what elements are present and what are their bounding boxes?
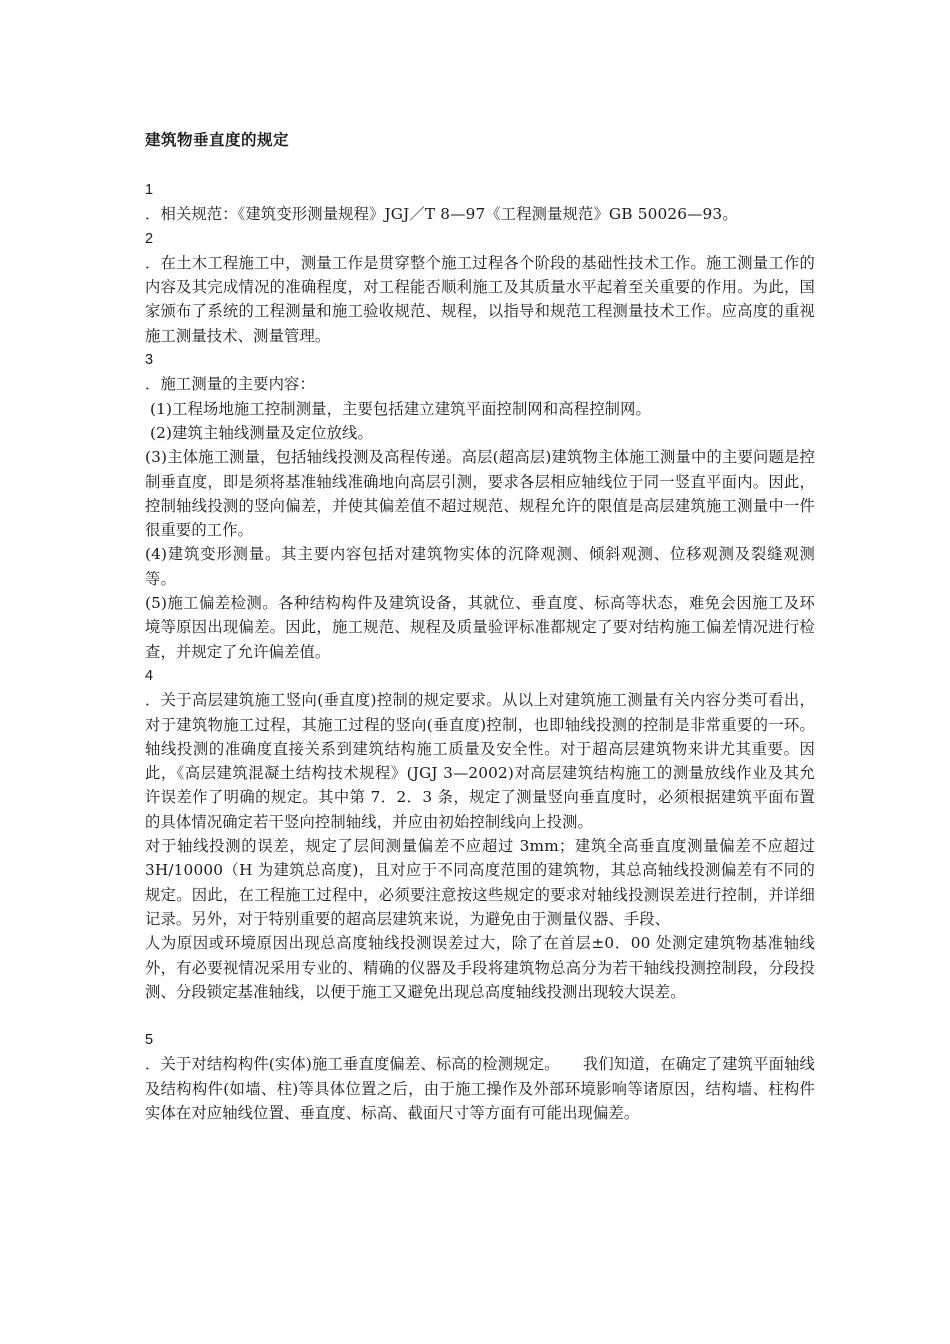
paragraph: ．施工测量的主要内容：: [145, 375, 315, 394]
section-number-4: 4: [145, 667, 154, 684]
section-number-3: 3: [145, 352, 154, 369]
paragraph: 人为原因或环境原因出现总高度轴线投测误差过大，除了在首层±0．00 处测定建筑物基准轴线外，有必要视情况采用专业的、精确的仪器及手段将建筑物总高分为若干轴线投测控制段，分段投测、分段锁定基准轴线，以便于施工又避免出现总高度轴线投测出现较大误差。: [145, 934, 815, 1001]
paragraph: 对于轴线投测的误差，规定了层间测量偏差不应超过 3mm；建筑全高垂直度测量偏差不应超过 3H/10000（H 为建筑总高度)，且对应于不同高度范围的建筑物，其总高轴线投测偏差有不同的规定。因此，在工程施工过程中，必须要注意按这些规定的要求对轴线投测误差进行控制，并详细记录。另外，对于特别重要的超高层建筑来说，为避免由于测量仪器、手段、: [145, 837, 815, 928]
section-number-2: 2: [145, 230, 154, 247]
section-number-5: 5: [145, 1032, 154, 1049]
document-title: 建筑物垂直度的规定: [145, 131, 290, 149]
list-item: (2)建筑主轴线测量及定位放线。: [145, 423, 373, 442]
list-item: (4)建筑变形测量。其主要内容包括对建筑物实体的沉降观测、倾斜观测、位移观测及裂缝观测等。: [145, 545, 815, 588]
list-item: (3)主体施工测量，包括轴线投测及高程传递。高层(超高层)建筑物主体施工测量中的主要问题是控制垂直度，即是须将基准轴线准确地向高层引测，要求各层相应轴线位于同一竖直平面内。因此，控制轴线投测的竖向偏差，并使其偏差值不超过规范、规程允许的限值是高层建筑施工测量中一件很重要的工作。: [145, 448, 815, 540]
document-body: [145, 178, 815, 1125]
list-item: (5)施工偏差检测。各种结构构件及建筑设备，其就位、垂直度、标高等状态，难免会因施工及环境等原因出现偏差。因此，施工规范、规程及质量验评标准都规定了要对结构施工偏差情况进行检查，并规定了允许偏差值。: [145, 594, 815, 661]
list-item: (1)工程场地施工控制测量，主要包括建立建筑平面控制网和高程控制网。: [145, 399, 651, 418]
spacer: [145, 1004, 815, 1028]
section-number-1: 1: [145, 182, 154, 198]
paragraph: ．在土木工程施工中，测量工作是贯穿整个施工过程各个阶段的基础性技术工作。施工测量工作的内容及其完成情况的准确程度，对工程能否顺利施工及其质量水平起着至关重要的作用。为此，国家颁布了系统的工程测量和施工验收规范、规程，以指导和规范工程测量技术工作。应高度的重视施工测量技术、测量管理。: [145, 253, 815, 345]
paragraph: ．关于高层建筑施工竖向(垂直度)控制的规定要求。从以上对建筑施工测量有关内容分类可看出，对于建筑物施工过程，其施工过程的竖向(垂直度)控制，也即轴线投测的控制是非常重要的一环。轴线投测的准确度直接关系到建筑结构施工质量及安全性。对于超高层建筑物来讲尤其重要。因此，《高层建筑混凝土结构技术规程》(JGJ 3—2002)对高层建筑结构施工的测量放线作业及其允许误差作了明确的规定。其中第 7．2．3 条，规定了测量竖向垂直度时，必须根据建筑平面布置的具体情况确定若干竖向控制轴线，并应由初始控制线向上投测。: [145, 691, 815, 831]
paragraph: ．相关规范：《建筑变形测量规程》JGJ／T 8—97《工程测量规范》GB 50026—93。: [145, 205, 738, 224]
paragraph: ．关于对结构构件(实体)施工垂直度偏差、标高的检测规定。 我们知道，在确定了建筑平面轴线及结构构件(如墙、柱)等具体位置之后，由于施工操作及外部环境影响等诸原因，结构墙、柱构件实体在对应轴线位置、垂直度、标高、截面尺寸等方面有可能出现偏差。: [145, 1055, 815, 1122]
